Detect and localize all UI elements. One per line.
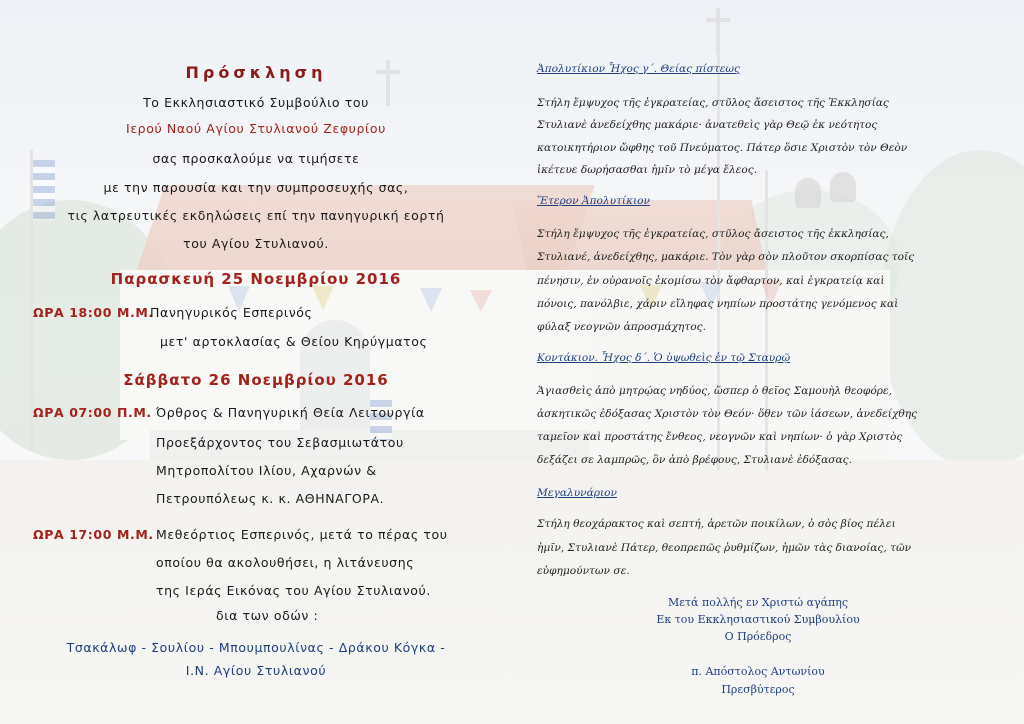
saturday-evening-line: δια των οδών : [216, 608, 319, 623]
kontakion-line: δεξάζει σε λαμπρῶς, ὃν ἀπὸ βρέφους, Στυλιανὲ ἐδόξασας. [537, 454, 852, 466]
apolytikion-line: ἱκέτευε δωρήσασθαι ἡμῖν τὸ μέγα ἔλεος. [537, 164, 758, 176]
heteron-line: φύλαξ νεογνῶν ἀπροσμάχητος. [537, 321, 706, 333]
saturday-evening-line: οποίου θα ακολουθήσει, η λιτάνευσης [156, 555, 415, 570]
intro-line: με την παρουσία και την συμπροσευχής σας, [103, 180, 409, 195]
apolytikion-line: Στήλη ἔμψυχος τῆς ἐγκρατείας, στῦλος ἄσειστος τῆς Ἐκκλησίας [537, 97, 889, 109]
signature-line: Εκ του Εκκλησιαστικού Συμβουλίου [656, 613, 860, 626]
kontakion-line: Ἁγιασθεὶς ἀπὸ μητρῴας νηδύος, ὥσπερ ὁ θεῖος Σαμουὴλ θεοφόρε, [537, 385, 893, 397]
signature-name: π. Απόστολος Αντωνίου [691, 665, 825, 678]
saturday-evening-time: ΩΡΑ 17:00 Μ.Μ. [33, 527, 154, 542]
procession-route: Ι.Ν. Αγίου Στυλιανού [185, 663, 327, 678]
saturday-evening-line: Μεθεόρτιος Εσπερινός, μετά το πέρας του [156, 527, 448, 542]
saturday-morning-line: Προεξάρχοντος του Σεβασμιωτάτου [156, 435, 404, 450]
megalynarion-heading: Μεγαλυνάριον [537, 487, 617, 499]
apolytikion-heading: Ἀπολυτίκιον Ἦχος γ΄. Θείας πίστεως [537, 63, 740, 75]
apolytikion-line: Στυλιανὲ ἀνεδείχθης μακάριε· ἀνατεθεὶς γὰρ Θεῷ ἐκ νεότητος [537, 119, 878, 131]
heteron-line: Στήλη ἔμψυχος τῆς ἐγκρατείας, στῦλος ἄσειστος τῆς ἐκκλησίας, [537, 228, 889, 240]
saturday-morning-line: Μητροπολίτου Ιλίου, Αχαρνών & [156, 463, 377, 478]
megalynarion-line: Στήλη θεοχάρακτος καὶ σεπτή, ἀρετῶν ποικίλων, ὁ σὸς βίος πέλει [537, 518, 896, 530]
apolytikion-line: κατοικητήριον ὤφθης τοῦ Πνεύματος. Πάτερ ὅσιε Χριστὸν τὸν Θεὸν [537, 142, 908, 154]
invitation-title: Πρόσκληση [185, 63, 327, 82]
signature-line: Ο Πρόεδρος [724, 630, 792, 643]
intro-line: του Αγίου Στυλιανού. [183, 236, 329, 251]
signature-line: Μετά πολλής εν Χριστώ αγάπης [668, 596, 848, 609]
megalynarion-line: εὐφημούντων σε. [537, 565, 630, 577]
intro-line: Το Εκκλησιαστικό Συμβούλιο του [143, 95, 369, 110]
friday-time: ΩΡΑ 18:00 Μ.Μ. [33, 305, 154, 320]
friday-date: Παρασκευή 25 Νοεμβρίου 2016 [110, 270, 402, 288]
friday-service: Πανηγυρικός Εσπερινός [150, 305, 313, 320]
kontakion-heading: Κοντάκιον. Ἦχος δ΄. Ὁ ὑψωθεὶς ἐν τῷ Σταυρῷ [537, 352, 791, 364]
intro-line: τις λατρευτικές εκδηλώσεις επί την πανηγυρική εορτή [67, 208, 445, 223]
saturday-date: Σάββατο 26 Νοεμβρίου 2016 [123, 371, 389, 389]
heteron-apolytikion-heading: Ἕτερον Ἀπολυτίκιον [537, 195, 650, 207]
kontakion-line: ἀσκητικῶς ἐδόξασας Χριστὸν τὸν Θεόν· ὅθεν τῶν ἰάσεων, ἀνεδείχθης [537, 408, 918, 420]
intro-church-name: Ιερού Ναού Αγίου Στυλιανού Ζεφυρίου [126, 121, 386, 136]
saturday-morning-line: Όρθρος & Πανηγυρική Θεία Λειτουργία [156, 405, 425, 420]
saturday-evening-line: της Ιεράς Εικόνας του Αγίου Στυλιανού. [156, 583, 431, 598]
megalynarion-line: ἡμῖν, Στυλιανὲ Πάτερ, θεοπρεπῶς ῥυθμίζων, ἡμῶν τὰς διανοίας, τῶν [537, 542, 912, 554]
procession-route: Τσακάλωφ - Σουλίου - Μπουμπουλίνας - Δράκου Κόγκα - [66, 640, 446, 655]
heteron-line: πένησιν, ἐν οὐρανοῖς ἐκομίσω τὸν ἄφθαρτον, καὶ ἐγκρατείᾳ καὶ [537, 275, 885, 287]
signature-role: Πρεσβύτερος [721, 683, 795, 696]
kontakion-line: ταμεῖον καὶ προστάτης ἔνθεος, νεογνῶν καὶ νηπίων· ὁ γὰρ Χριστὸς [537, 431, 903, 443]
heteron-line: Στυλιανέ, ἀνεδείχθης, μακάριε. Τὸν γὰρ σὸν πλοῦτον σκορπίσας τοῖς [537, 251, 915, 263]
friday-service-note: μετ' αρτοκλασίας & Θείου Κηρύγματος [160, 334, 428, 349]
saturday-morning-time: ΩΡΑ 07:00 Π.Μ. [33, 405, 152, 420]
intro-line: σας προσκαλούμε να τιμήσετε [152, 151, 360, 166]
heteron-line: πόνοις, πανόλβιε, χάριν εἴληφας νηπίων προστάτης γενόμενος καὶ [537, 298, 899, 310]
saturday-morning-line: Πετρουπόλεως κ. κ. ΑΘΗΝΑΓΟΡΑ. [156, 491, 385, 506]
